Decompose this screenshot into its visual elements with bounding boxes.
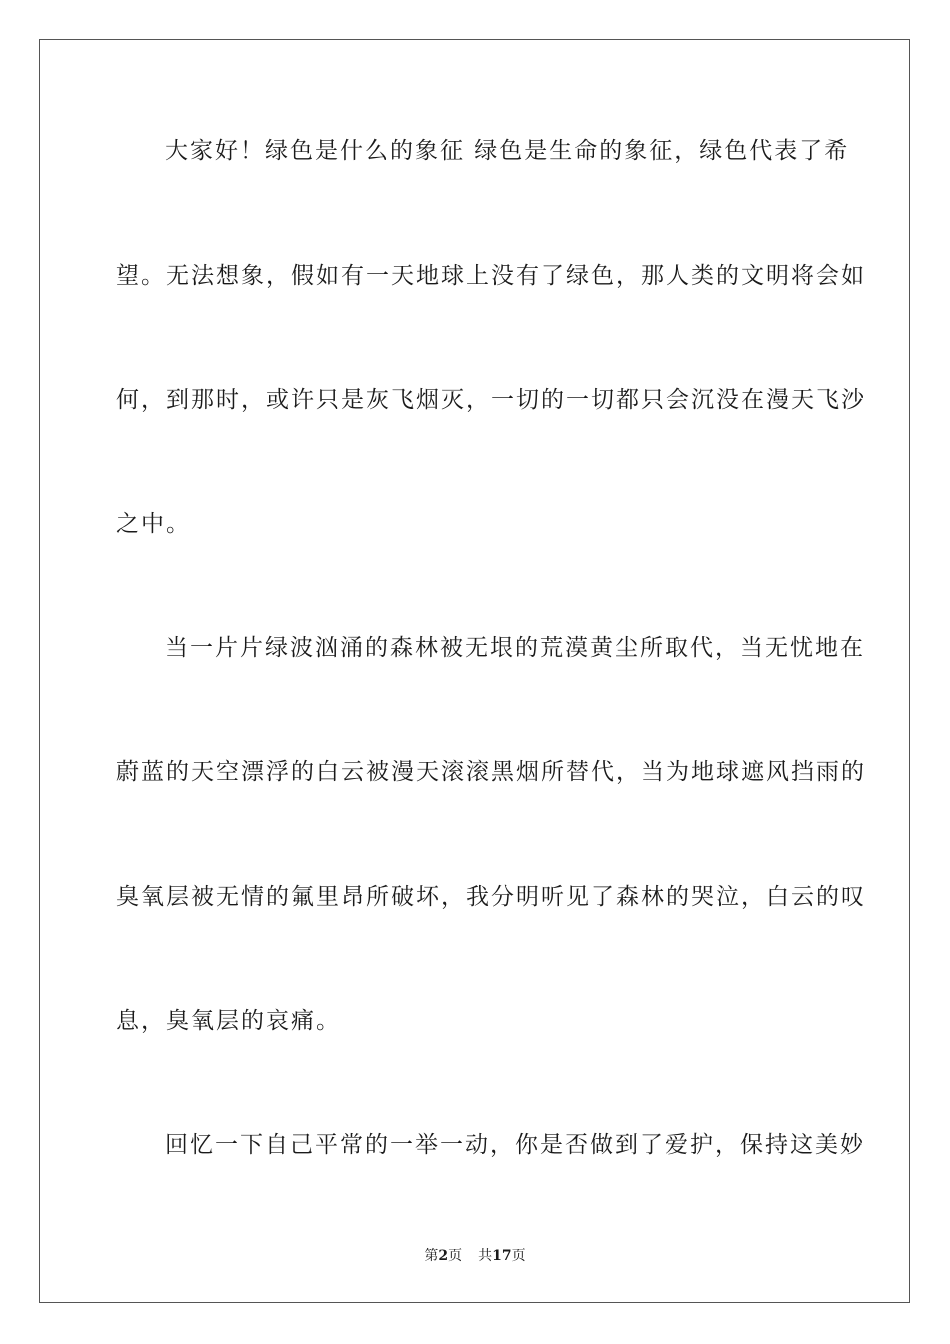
paragraph-2-line-3: 臭氧层被无情的氟里昂所破坏，我分明听见了森林的哭泣，白云的叹 — [116, 884, 866, 910]
paragraph-1-line-2: 望。无法想象，假如有一天地球上没有了绿色，那人类的文明将会如 — [116, 263, 866, 289]
paragraph-1-line-1: 大家好！绿色是什么的象征 绿色是生命的象征，绿色代表了希 — [165, 138, 850, 164]
total-pages: 17 — [492, 1248, 512, 1264]
paragraph-2-line-1: 当一片片绿波汹涌的森林被无垠的荒漠黄尘所取代，当无忧地在 — [165, 635, 865, 661]
page-suffix: 页 — [448, 1248, 463, 1264]
paragraph-2-line-4: 息，臭氧层的哀痛。 — [116, 1008, 341, 1034]
paragraph-2-line-2: 蔚蓝的天空漂浮的白云被漫天滚滚黑烟所替代，当为地球遮风挡雨的 — [116, 759, 866, 785]
paragraph-3-line-1: 回忆一下自己平常的一举一动，你是否做到了爱护，保持这美妙 — [165, 1132, 865, 1158]
paragraph-1-line-4: 之中。 — [116, 511, 191, 537]
total-prefix: 共 — [478, 1248, 493, 1264]
total-suffix: 页 — [511, 1248, 526, 1264]
page-number — [424, 1247, 462, 1265]
page-frame — [39, 39, 910, 1303]
page-prefix: 第 — [424, 1248, 439, 1264]
current-page: 2 — [438, 1248, 449, 1264]
paragraph-1-line-3: 何，到那时，或许只是灰飞烟灭，一切的一切都只会沉没在漫天飞沙 — [116, 387, 866, 413]
page-footer — [0, 1247, 950, 1265]
page-total — [478, 1247, 525, 1265]
